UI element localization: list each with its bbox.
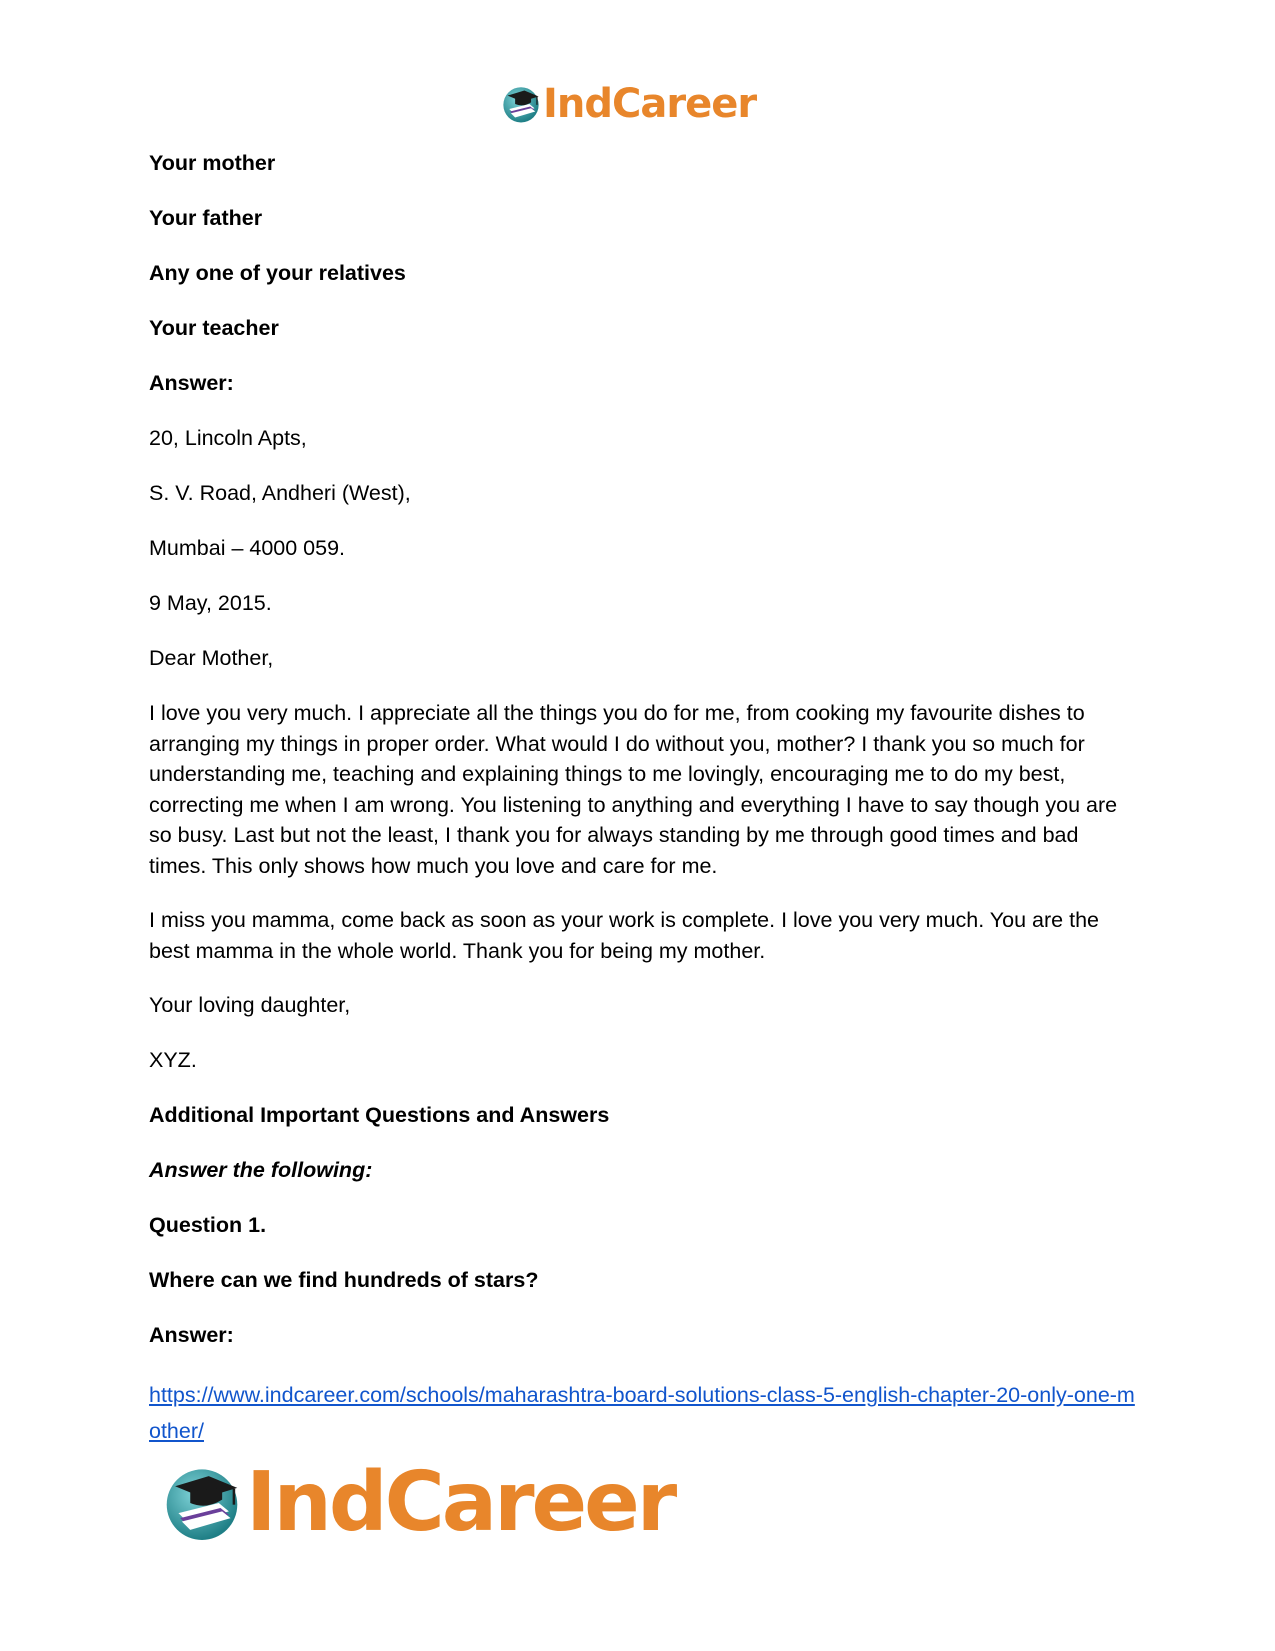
letter-paragraph: I miss you mamma, come back as soon as your work is complete. I love you very much. You are the best mamma in the whole world. Thank you for being my mother.: [149, 908, 1099, 963]
brand-name: IndCareer: [246, 1455, 675, 1550]
option-item: Any one of your relatives: [149, 261, 406, 285]
brand-name: IndCareer: [543, 81, 757, 127]
document-body: [149, 148, 1139, 1375]
graduation-cap-globe-books-icon: [160, 1461, 244, 1545]
letter-paragraph: I love you very much. I appreciate all the things you do for me, from cooking my favourite dishes to arranging my things in proper order. What would I do without you, mother? I thank you so much for understanding me, teaching and explaining things to me lovingly, encouraging me to do my best, correcting me when I am wrong. You listening to anything and everything I have to say though you are so busy. Last but not the least, I thank you for always standing by me through good times and bad times. This only shows how much you love and care for me.: [149, 701, 1118, 878]
section-heading: Additional Important Questions and Answers: [149, 1103, 610, 1127]
graduation-cap-globe-books-icon: [500, 83, 542, 125]
header-logo: [500, 80, 756, 128]
option-item: Your father: [149, 206, 263, 230]
answer-label: Answer:: [149, 1323, 234, 1347]
section-instruction: Answer the following:: [149, 1158, 373, 1182]
letter-salutation: Dear Mother,: [149, 646, 274, 670]
question-number: Question 1.: [149, 1213, 267, 1237]
letter-closing: Your loving daughter,: [149, 993, 351, 1017]
option-item: Your mother: [149, 151, 276, 175]
source-link[interactable]: https://www.indcareer.com/schools/maharashtra-board-solutions-class-5-english-chapter-20-only-one-mother/: [149, 1383, 1135, 1443]
address-line: Mumbai – 4000 059.: [149, 536, 346, 560]
footer-logo: [160, 1455, 675, 1550]
address-line: 20, Lincoln Apts,: [149, 426, 307, 450]
option-item: Your teacher: [149, 316, 279, 340]
question-text: Where can we find hundreds of stars?: [149, 1268, 539, 1292]
answer-label: Answer:: [149, 371, 234, 395]
address-line: S. V. Road, Andheri (West),: [149, 481, 411, 505]
letter-signature: XYZ.: [149, 1048, 197, 1072]
letter-date: 9 May, 2015.: [149, 591, 272, 615]
